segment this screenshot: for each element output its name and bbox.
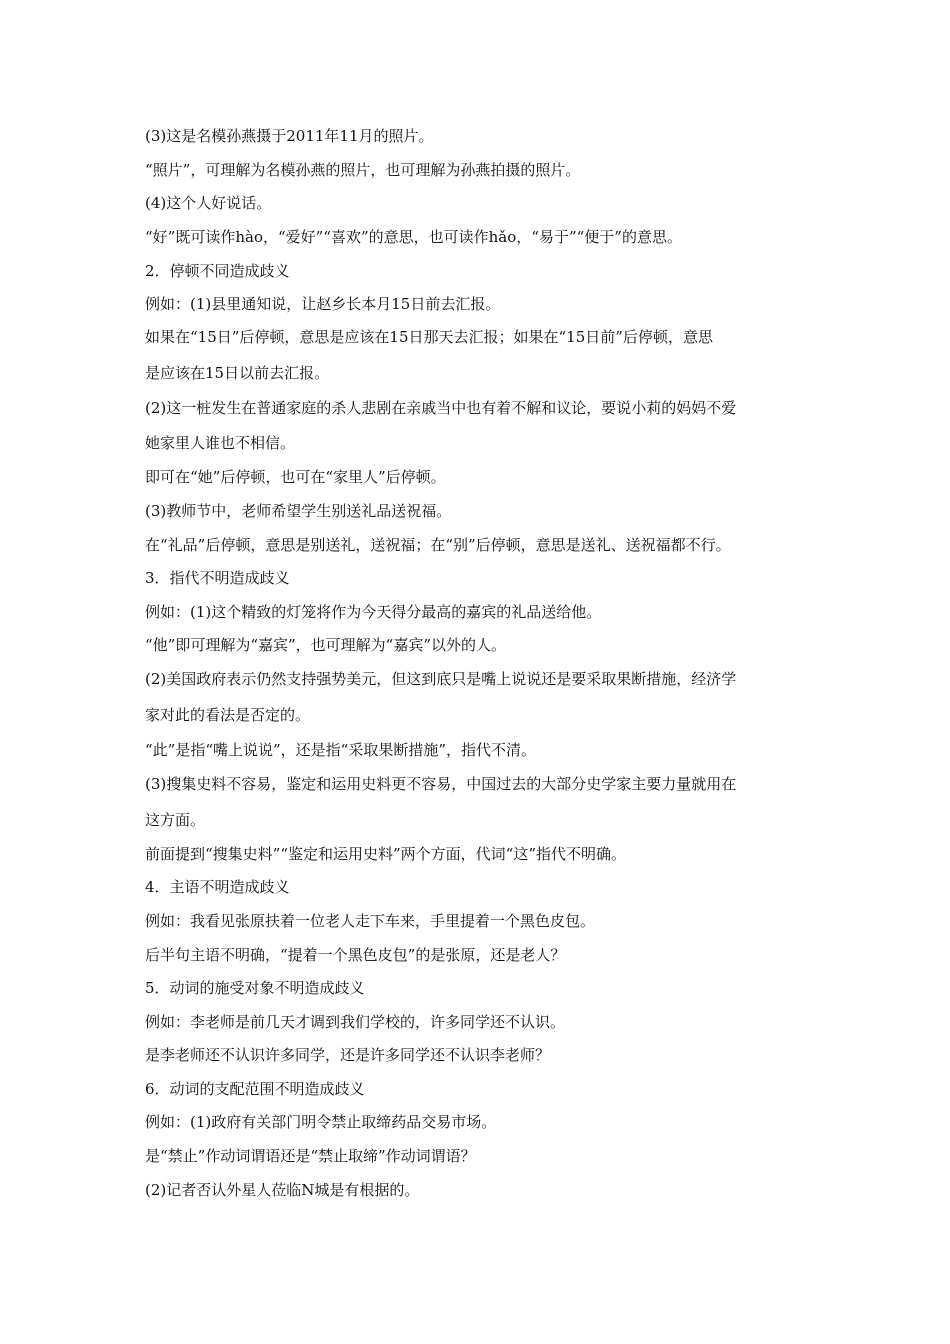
text-line: 这方面。 [145, 811, 206, 829]
text-line: (3)搜集史料不容易，鉴定和运用史料更不容易，中国过去的大部分史学家主要力量就用在 [145, 775, 737, 793]
text-line: 她家里人谁也不相信。 [145, 434, 296, 452]
text-line: 是李老师还不认识许多同学，还是许多同学还不认识李老师？ [145, 1046, 551, 1064]
text-line: 例如：(1)这个精致的灯笼将作为今天得分最高的嘉宾的礼品送给他。 [145, 603, 602, 621]
text-line: 后半句主语不明确，“提着一个黑色皮包”的是张原，还是老人？ [145, 946, 566, 964]
text-line: (3)教师节中，老师希望学生别送礼品送祝福。 [145, 502, 452, 520]
text-line: 例如：我看见张原扶着一位老人走下车来，手里提着一个黑色皮包。 [145, 912, 596, 930]
text-line: (4)这个人好说话。 [145, 194, 272, 212]
text-line: 如果在“15日”后停顿，意思是应该在15日那天去汇报；如果在“15日前”后停顿，意思 [145, 328, 713, 346]
text-line: 例如：李老师是前几天才调到我们学校的，许多同学还不认识。 [145, 1013, 566, 1031]
text-line: “此”是指“嘴上说说”，还是指“采取果断措施”，指代不清。 [145, 741, 537, 759]
section-heading: 5．动词的施受对象不明造成歧义 [145, 979, 365, 997]
text-line: (2)美国政府表示仍然支持强势美元，但这到底只是嘴上说说还是要采取果断措施，经济学 [145, 670, 737, 688]
text-line: “好”既可读作hào，“爱好”“喜欢”的意思，也可读作hǎo，“易于”“便于”的意思。 [145, 228, 682, 246]
text-line: 前面提到“搜集史料”“鉴定和运用史料”两个方面，代词“这”指代不明确。 [145, 845, 627, 863]
text-line: 是应该在15日以前去汇报。 [145, 364, 330, 382]
section-heading: 4．主语不明造成歧义 [145, 878, 290, 896]
text-line: “他”即可理解为“嘉宾”，也可理解为“嘉宾”以外的人。 [145, 636, 507, 654]
section-heading: 3．指代不明造成歧义 [145, 569, 290, 587]
text-line: 即可在“她”后停顿，也可在“家里人”后停顿。 [145, 468, 446, 486]
text-line: 是“禁止”作动词谓语还是“禁止取缔”作动词谓语？ [145, 1147, 476, 1165]
text-line: 在“礼品”后停顿，意思是别送礼，送祝福；在“别”后停顿，意思是送礼、送祝福都不行。 [145, 536, 731, 554]
section-heading: 6．动词的支配范围不明造成歧义 [145, 1080, 365, 1098]
text-line: (2)这一桩发生在普通家庭的杀人悲剧在亲戚当中也有着不解和议论，要说小莉的妈妈不爱 [145, 399, 737, 417]
text-line: (3)这是名模孙燕摄于2011年11月的照片。 [145, 127, 434, 145]
text-line: “照片”，可理解为名模孙燕的照片，也可理解为孙燕拍摄的照片。 [145, 161, 581, 179]
text-line: (2)记者否认外星人莅临N城是有根据的。 [145, 1181, 420, 1199]
text-line: 例如：(1)县里通知说，让赵乡长本月15日前去汇报。 [145, 295, 501, 313]
text-line: 家对此的看法是否定的。 [145, 706, 311, 724]
section-heading: 2．停顿不同造成歧义 [145, 262, 290, 280]
text-line: 例如：(1)政府有关部门明令禁止取缔药品交易市场。 [145, 1113, 497, 1131]
